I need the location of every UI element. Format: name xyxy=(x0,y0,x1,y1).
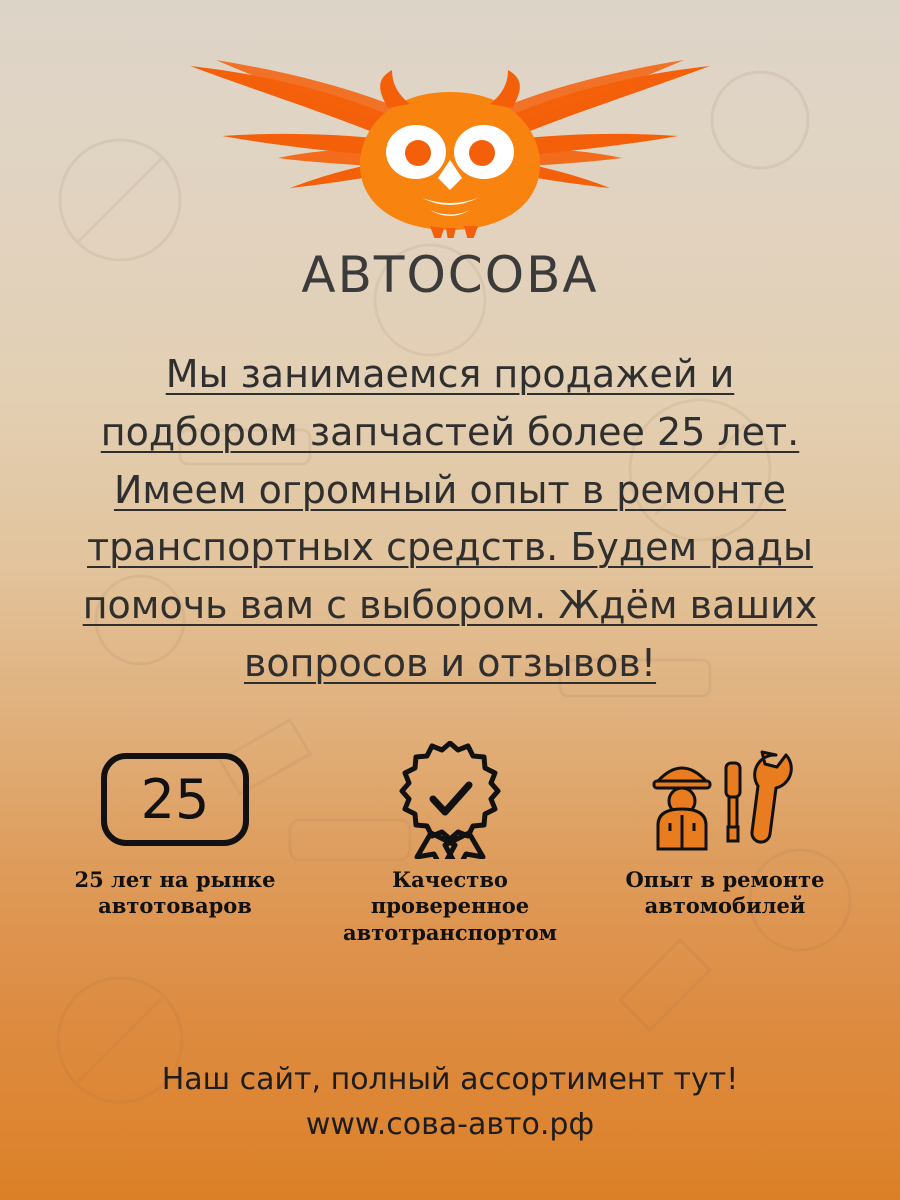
feature-item xyxy=(315,745,585,948)
feature-item xyxy=(40,745,310,921)
feature-label: Качество проверенное автотранспортом xyxy=(343,866,557,946)
logo xyxy=(130,48,770,238)
mechanic-tools-icon xyxy=(640,745,810,855)
badge-25-years-icon xyxy=(100,745,250,855)
svg-text:25: 25 xyxy=(140,768,210,831)
feature-item xyxy=(590,745,860,921)
feature-label: Опыт в ремонте автомобилей xyxy=(625,866,825,919)
brand-title: АВТОСОВА xyxy=(301,246,599,304)
footer xyxy=(162,1062,739,1142)
about-text: Мы занимаемся продажей и подбором запчастей более 25 лет. Имеем огромный опыт в ремонте транспортных средств. Будем рады помочь вам с выбором. Ждём ваших вопросов и отзывов! xyxy=(82,352,818,685)
feature-list xyxy=(40,745,860,948)
owl-with-wings-icon xyxy=(130,48,770,238)
quality-rosette-check-icon xyxy=(395,745,505,855)
footer-line-1: Наш сайт, полный ассортимент тут! xyxy=(161,1062,739,1097)
website-url[interactable]: www.сова-авто.рф xyxy=(305,1107,595,1142)
feature-label: 25 лет на рынке автотоваров xyxy=(74,866,276,919)
